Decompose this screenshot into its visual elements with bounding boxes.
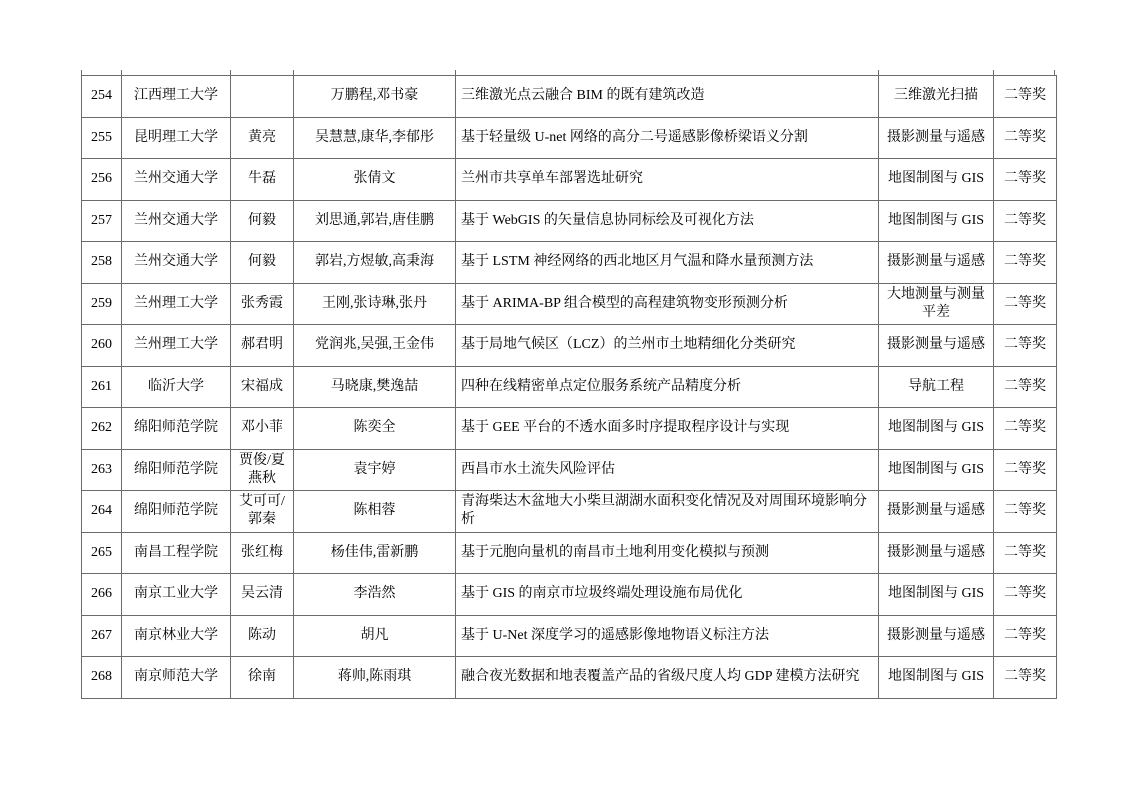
cell-advisor: 贾俊/夏燕秋 bbox=[231, 449, 294, 491]
cell-school: 兰州理工大学 bbox=[122, 325, 231, 367]
cell-award: 二等奖 bbox=[994, 76, 1057, 118]
cell-category: 摄影测量与遥感 bbox=[879, 615, 994, 657]
cell-no: 268 bbox=[82, 657, 122, 699]
cell-category: 摄影测量与遥感 bbox=[879, 242, 994, 284]
cell-award: 二等奖 bbox=[994, 491, 1057, 533]
cell-no: 257 bbox=[82, 200, 122, 242]
cell-students: 胡凡 bbox=[294, 615, 456, 657]
cell-students: 蒋帅,陈雨琪 bbox=[294, 657, 456, 699]
cell-award: 二等奖 bbox=[994, 325, 1057, 367]
cell-advisor: 吴云清 bbox=[231, 574, 294, 616]
cell-award: 二等奖 bbox=[994, 615, 1057, 657]
cell-title: 基于 GEE 平台的不透水面多时序提取程序设计与实现 bbox=[456, 408, 879, 450]
cell-category: 地图制图与 GIS bbox=[879, 657, 994, 699]
cell-title: 基于轻量级 U-net 网络的高分二号遥感影像桥梁语义分割 bbox=[456, 117, 879, 159]
cell-school: 绵阳师范学院 bbox=[122, 408, 231, 450]
cell-award: 二等奖 bbox=[994, 117, 1057, 159]
column-rule-stub bbox=[1054, 70, 1055, 75]
cell-award: 二等奖 bbox=[994, 408, 1057, 450]
cell-category: 摄影测量与遥感 bbox=[879, 491, 994, 533]
table-row bbox=[82, 76, 1057, 118]
cell-school: 南昌工程学院 bbox=[122, 532, 231, 574]
cell-category: 地图制图与 GIS bbox=[879, 408, 994, 450]
cell-award: 二等奖 bbox=[994, 657, 1057, 699]
cell-category: 地图制图与 GIS bbox=[879, 574, 994, 616]
cell-award: 二等奖 bbox=[994, 574, 1057, 616]
cell-category: 摄影测量与遥感 bbox=[879, 325, 994, 367]
cell-advisor: 牛磊 bbox=[231, 159, 294, 201]
cell-no: 256 bbox=[82, 159, 122, 201]
cell-award: 二等奖 bbox=[994, 449, 1057, 491]
cell-school: 兰州交通大学 bbox=[122, 242, 231, 284]
cell-category: 摄影测量与遥感 bbox=[879, 532, 994, 574]
cell-advisor: 宋福成 bbox=[231, 366, 294, 408]
cell-title: 兰州市共享单车部署选址研究 bbox=[456, 159, 879, 201]
table-row bbox=[82, 491, 1057, 533]
cell-no: 267 bbox=[82, 615, 122, 657]
cell-no: 265 bbox=[82, 532, 122, 574]
cell-advisor: 张秀霞 bbox=[231, 283, 294, 325]
cell-title: 青海柴达木盆地大小柴旦湖湖水面积变化情况及对周围环境影响分析 bbox=[456, 491, 879, 533]
cell-title: 基于 GIS 的南京市垃圾终端处理设施布局优化 bbox=[456, 574, 879, 616]
cell-no: 263 bbox=[82, 449, 122, 491]
cell-category: 地图制图与 GIS bbox=[879, 159, 994, 201]
cell-no: 258 bbox=[82, 242, 122, 284]
table-row bbox=[82, 283, 1057, 325]
cell-advisor: 何毅 bbox=[231, 200, 294, 242]
cell-advisor bbox=[231, 76, 294, 118]
column-rule-stub bbox=[878, 70, 879, 75]
cell-advisor: 黄亮 bbox=[231, 117, 294, 159]
cell-category: 摄影测量与遥感 bbox=[879, 117, 994, 159]
cell-advisor: 徐南 bbox=[231, 657, 294, 699]
cell-no: 266 bbox=[82, 574, 122, 616]
cell-advisor: 邓小菲 bbox=[231, 408, 294, 450]
cell-title: 基于 LSTM 神经网络的西北地区月气温和降水量预测方法 bbox=[456, 242, 879, 284]
column-rule-stub bbox=[293, 70, 294, 75]
table-row bbox=[82, 408, 1057, 450]
table-row bbox=[82, 615, 1057, 657]
column-rule-stub bbox=[455, 70, 456, 75]
cell-category: 地图制图与 GIS bbox=[879, 449, 994, 491]
cell-school: 南京师范大学 bbox=[122, 657, 231, 699]
cell-school: 兰州交通大学 bbox=[122, 200, 231, 242]
cell-advisor: 张红梅 bbox=[231, 532, 294, 574]
cell-school: 绵阳师范学院 bbox=[122, 449, 231, 491]
cell-school: 临沂大学 bbox=[122, 366, 231, 408]
cell-no: 254 bbox=[82, 76, 122, 118]
cell-students: 王刚,张诗琳,张丹 bbox=[294, 283, 456, 325]
cell-advisor: 艾可可/郭秦 bbox=[231, 491, 294, 533]
cell-no: 260 bbox=[82, 325, 122, 367]
cell-award: 二等奖 bbox=[994, 532, 1057, 574]
awards-table bbox=[81, 75, 1057, 699]
cell-award: 二等奖 bbox=[994, 242, 1057, 284]
column-rule-stub bbox=[993, 70, 994, 75]
table-row bbox=[82, 200, 1057, 242]
cell-award: 二等奖 bbox=[994, 200, 1057, 242]
cell-category: 地图制图与 GIS bbox=[879, 200, 994, 242]
table-row bbox=[82, 242, 1057, 284]
cell-students: 袁宇婷 bbox=[294, 449, 456, 491]
table-row bbox=[82, 574, 1057, 616]
cell-school: 兰州理工大学 bbox=[122, 283, 231, 325]
cell-category: 大地测量与测量平差 bbox=[879, 283, 994, 325]
cell-category: 导航工程 bbox=[879, 366, 994, 408]
cell-students: 万鹏程,邓书豪 bbox=[294, 76, 456, 118]
cell-award: 二等奖 bbox=[994, 283, 1057, 325]
cell-category: 三维激光扫描 bbox=[879, 76, 994, 118]
table-row bbox=[82, 325, 1057, 367]
column-rule-stub bbox=[121, 70, 122, 75]
table-row bbox=[82, 159, 1057, 201]
cell-title: 基于元胞向量机的南昌市土地利用变化模拟与预测 bbox=[456, 532, 879, 574]
table-row bbox=[82, 657, 1057, 699]
cell-no: 261 bbox=[82, 366, 122, 408]
cell-advisor: 郝君明 bbox=[231, 325, 294, 367]
cell-award: 二等奖 bbox=[994, 366, 1057, 408]
cell-students: 马晓康,樊逸喆 bbox=[294, 366, 456, 408]
cell-title: 三维激光点云融合 BIM 的既有建筑改造 bbox=[456, 76, 879, 118]
cell-students: 陈奕全 bbox=[294, 408, 456, 450]
table-continuation-stubs bbox=[81, 70, 1056, 75]
table-row bbox=[82, 532, 1057, 574]
cell-school: 南京工业大学 bbox=[122, 574, 231, 616]
cell-school: 南京林业大学 bbox=[122, 615, 231, 657]
cell-title: 基于 ARIMA-BP 组合模型的高程建筑物变形预测分析 bbox=[456, 283, 879, 325]
table-row bbox=[82, 366, 1057, 408]
cell-students: 刘思通,郭岩,唐佳鹏 bbox=[294, 200, 456, 242]
table-row bbox=[82, 449, 1057, 491]
cell-award: 二等奖 bbox=[994, 159, 1057, 201]
cell-advisor: 陈动 bbox=[231, 615, 294, 657]
column-rule-stub bbox=[230, 70, 231, 75]
cell-students: 李浩然 bbox=[294, 574, 456, 616]
cell-school: 江西理工大学 bbox=[122, 76, 231, 118]
cell-no: 264 bbox=[82, 491, 122, 533]
cell-title: 融合夜光数据和地表覆盖产品的省级尺度人均 GDP 建模方法研究 bbox=[456, 657, 879, 699]
cell-title: 西昌市水土流失风险评估 bbox=[456, 449, 879, 491]
cell-title: 基于局地气候区（LCZ）的兰州市土地精细化分类研究 bbox=[456, 325, 879, 367]
cell-advisor: 何毅 bbox=[231, 242, 294, 284]
cell-students: 张倩文 bbox=[294, 159, 456, 201]
cell-students: 郭岩,方煜敏,高秉海 bbox=[294, 242, 456, 284]
cell-title: 四种在线精密单点定位服务系统产品精度分析 bbox=[456, 366, 879, 408]
cell-title: 基于 WebGIS 的矢量信息协同标绘及可视化方法 bbox=[456, 200, 879, 242]
awards-table-container bbox=[81, 70, 1057, 699]
cell-school: 兰州交通大学 bbox=[122, 159, 231, 201]
column-rule-stub bbox=[81, 70, 82, 75]
cell-students: 陈相蓉 bbox=[294, 491, 456, 533]
cell-no: 262 bbox=[82, 408, 122, 450]
cell-students: 党润兆,吴强,王金伟 bbox=[294, 325, 456, 367]
cell-no: 259 bbox=[82, 283, 122, 325]
cell-title: 基于 U-Net 深度学习的遥感影像地物语义标注方法 bbox=[456, 615, 879, 657]
table-row bbox=[82, 117, 1057, 159]
cell-students: 吴慧慧,康华,李郁彤 bbox=[294, 117, 456, 159]
cell-school: 昆明理工大学 bbox=[122, 117, 231, 159]
cell-no: 255 bbox=[82, 117, 122, 159]
cell-students: 杨佳伟,雷新鹏 bbox=[294, 532, 456, 574]
cell-school: 绵阳师范学院 bbox=[122, 491, 231, 533]
